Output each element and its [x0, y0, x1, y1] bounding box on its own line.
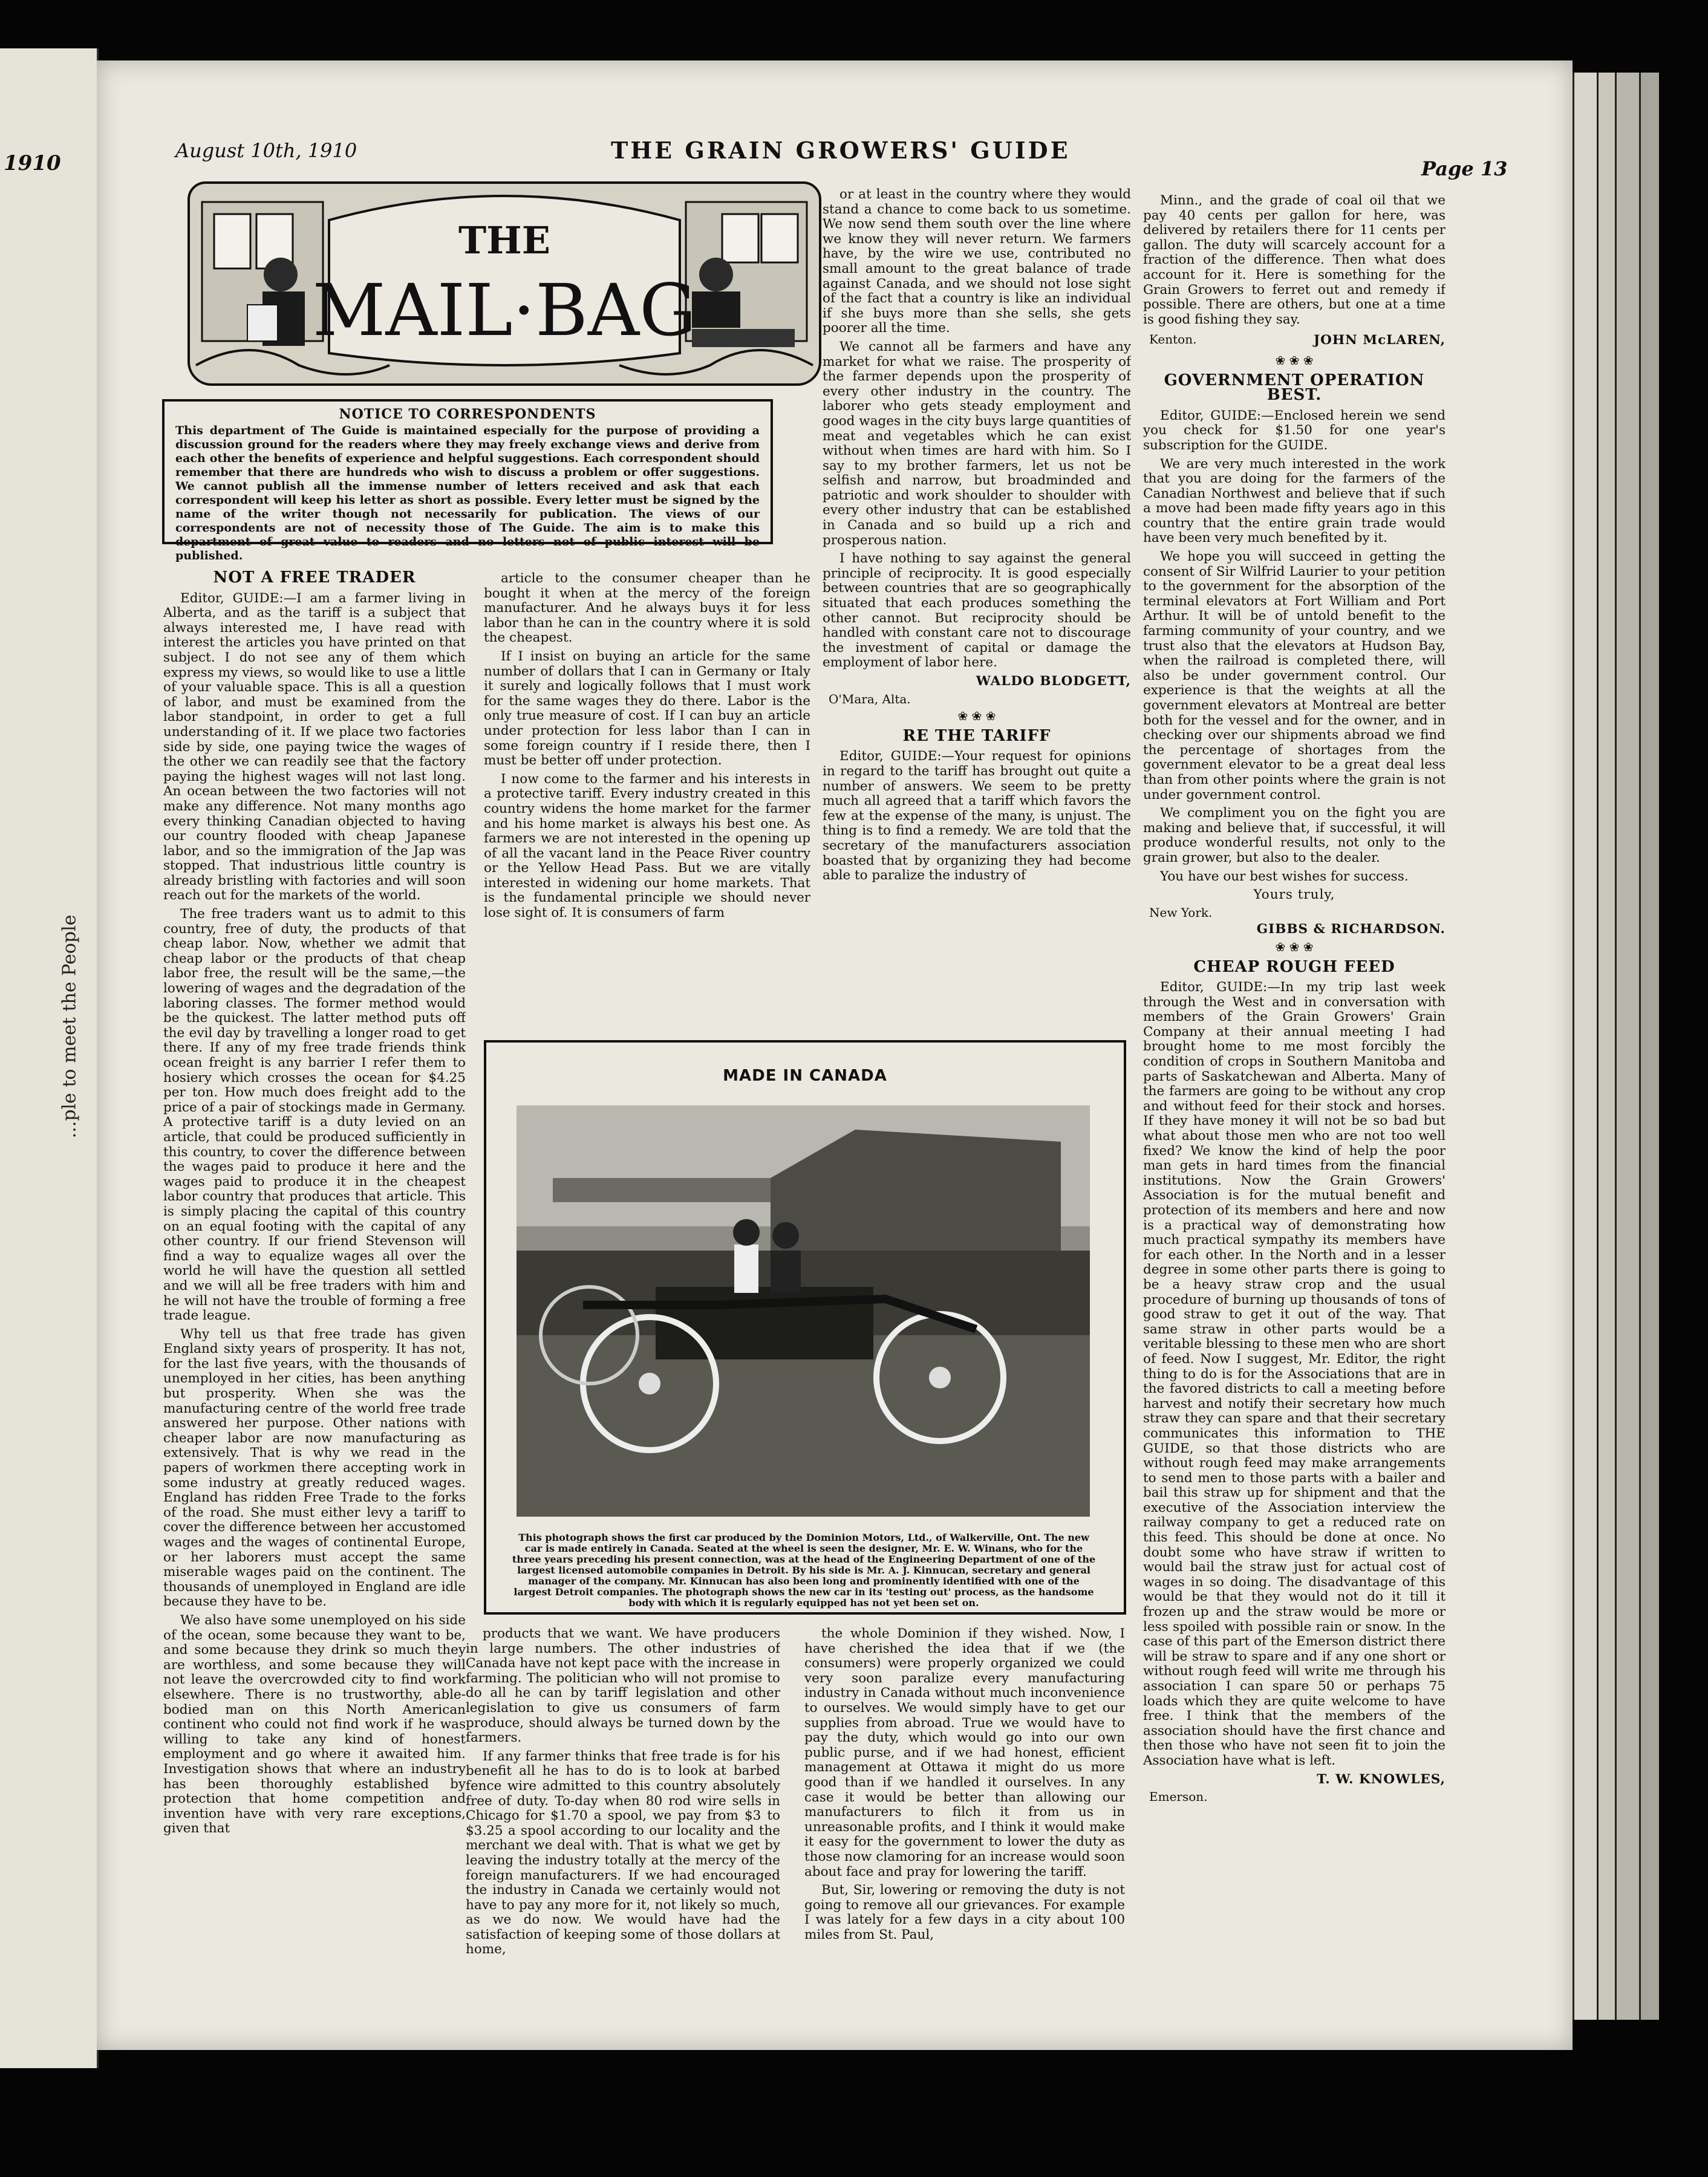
article-heading-re-the-tariff: RE THE TARIFF	[902, 726, 1051, 745]
paragraph: The free traders want us to admit to this country, free of duty, the products of that cheap labor. Now, whether we admit that cheap labor or the products of that cheap labor free, the result will be the same,—the lowering of wages and the degradation of the laboring classes. The former method would be the quickest. The latter method puts off the evil day by travelling a longer road to get there. If any of my free trade friends think ocean freight is any barrier I refer them to hosiery which crosses the ocean for $4.25 per ton. How much does freight add to the price of a pair of stockings made in Germany. A protective tariff is a duty levied on an article, that could be produced sufficiently in this country, to cover the difference between the wages paid to produce it here and the wages paid to produce it in the cheapest labor country that produces that article. This is simply placing the capital of this country on an equal footing with the capital of any other country. If our friend Stevenson will find a way to equalize wages all over the world he will have the question all settled and we will all be free traders with him and he will not have the trouble of forming a free trade league.	[163, 906, 466, 1324]
left-page-vertical-text: ...ple to meet the People	[59, 914, 80, 1139]
paragraph: the whole Dominion if they wished. Now, I have cherished the idea that if we (the consumers) were properly organized we could very soon paralize every manufacturing industry in Canada without much inconvenience to ourselves. We would simply have to get our supplies from abroad. True we would have to pay the duty, which would go into our own public purse, and if we had honest, efficient management at Ottawa it might do us more good than if we handled it ourselves. In any case it would be better than allowing our manufacturers to filch it from us in unreasonable profits, and I think it would make it easy for the government to lower the duty as those now clamoring for an increase would soon about face and pray for lowering the tariff.	[804, 1627, 1125, 1879]
paragraph: article to the consumer cheaper than he bought it when at the mercy of the foreign manufacturer. And he always buys it for less labor than he can in the country where it is sold the cheapest.	[484, 571, 810, 646]
section-divider-stars: ❀ ❀ ❀	[1275, 939, 1314, 954]
place-emerson: Emerson.	[1149, 1789, 1208, 1804]
page-stack-edge	[1597, 73, 1617, 2020]
place-new-york: New York.	[1149, 905, 1213, 920]
paragraph: We cannot all be farmers and have any market for what we raise. The prosperity of the farmer depends upon the prosperity of every other industry in the country. The laborer who gets steady employment and good wages in the city buys large quantities of meat and vegetables which he can exist without when times are hard with him. So I say to my brother farmers, let us not be selfish and narrow, but broadminded and patriotic and work shoulder to shoulder with every other industry that can be established in Canada and so build up a rich and prosperous nation.	[823, 339, 1131, 548]
signature-john-mclaren: JOHN McLAREN,	[1313, 333, 1446, 348]
page-stack-edge	[1573, 73, 1599, 2020]
paragraph: But, Sir, lowering or removing the duty is not going to remove all our grievances. For example I was lately for a few days in a city about 100 miles from St. Paul,	[804, 1883, 1125, 1942]
left-page-year: 1910	[4, 151, 61, 175]
left-page-edge	[0, 48, 99, 2068]
paragraph: We are very much interested in the work that you are doing for the farmers of the Canadian Northwest and believe that if such a move had been made fifty years ago in this country that the entire grain trade would have been very much benefited by it.	[1143, 456, 1446, 546]
paragraph: Editor, GUIDE:—In my trip last week through the West and in conversation with members of the Grain Growers' Grain Company at their annual meeting I had brought home to me most forcibly the condition of crops in Southern Manitoba and parts of Saskatchewan and Alberta. Many of the farmers are going to be without any crop and without feed for their stock and horses. If they have money it will not be so bad but what about those men who are not too well fixed? We know the kind of help the poor man gets in hard times from the financial institutions. Now the Grain Growers' Association is for the mutual benefit and protection of its members and here and now is a practical way of demonstrating how much practical sympathy its members have for each other. In the North and in a lesser degree in some other parts there is going to be a heavy straw crop and the usual procedure of burning up thousands of tons of good straw to get it out of the way. That same straw in other parts would be a veritable blessing to these men who are short of feed. Now I suggest, Mr. Editor, the right thing to do is for the Associations that are in the favored districts to call a meeting before harvest and notify their secretary how much straw they can spare and that their secretary communicates this information to THE GUIDE, so that those districts who are without rough feed may make arrangements to send men to those parts with a bailer and bail this straw up for shipment and that the executive of the Association interview the railway company to get a reduced rate on this feed. This should be done at once. No doubt some who have straw if written to would bail the straw just for actual cost of wages in so doing. The disadvantage of this would be that they would not do it till it frozen up and the straw would be more or less spoiled with possible rain or snow. In the case of this part of the Emerson district there will be straw to spare and if any one short or without rough feed will write me through his association I can spare 50 or perhaps 75 loads which they are quite welcome to have free. I think that the members of the association should have the first chance and then those who have not seen fit to join the Association have what is left.	[1143, 980, 1446, 1768]
place-omara: O'Mara, Alta.	[829, 691, 911, 706]
masthead-illustration	[190, 184, 819, 383]
column-2-top	[484, 571, 810, 1013]
masthead-the: THE	[458, 218, 550, 262]
section-divider-stars: ❀ ❀ ❀	[1275, 353, 1314, 368]
signature-tw-knowles: T. W. KNOWLES,	[1317, 1771, 1446, 1787]
article-heading-government-operation-best: GOVERNMENT OPERATION BEST.	[1164, 371, 1425, 405]
photo-title: MADE IN CANADA	[723, 1067, 887, 1085]
signature-row-mclaren	[1143, 331, 1446, 351]
mail-bag-masthead	[187, 181, 821, 386]
automobile-photo	[517, 1105, 1090, 1517]
made-in-canada-feature	[484, 1040, 1126, 1615]
paragraph: Editor, GUIDE:—Your request for opinions in regard to the tariff has brought out quite a number of answers. We seem to be pretty much all agreed that a tariff which favors the few at the expense of the many, is unjust. The thing is to find a remedy. We are told that the secretary of the manufacturers association boasted that by organizing they had become able to paralize the industry of	[823, 749, 1131, 883]
paragraph: We hope you will succeed in getting the consent of Sir Wilfrid Laurier to your petition to the government for the absorption of the terminal elevators at Fort William and Port Arthur. It will be of untold benefit to the farming community of your country, and we trust also that the elevators at Hudson Bay, when the railroad is completed there, will also be under government control. Our experience is that the weights at all the government elevators at Montreal are better both for the vessel and for the owner, and in checking over our shipments abroad we find the percentage of shortages from the government elevator to be a great deal less than from other points where the grain is not under government control.	[1143, 549, 1446, 802]
place-kenton: Kenton.	[1149, 332, 1197, 347]
column-1	[163, 565, 466, 2035]
header-date: August 10th, 1910	[175, 139, 357, 162]
paragraph: Minn., and the grade of coal oil that we pay 40 cents per gallon for here, was delivered by retailers there for 11 cents per gallon. The duty will scarcely account for a fraction of the difference. Then what does account for it. Here is something for the Grain Growers to ferret out and remedy if possible. There are others, but one at a time is good fishing they say.	[1143, 194, 1446, 327]
paragraph: We compliment you on the fight you are making and believe that, if successful, it will produce wonderful results, not only to the grain grower, but also to the dealer.	[1143, 805, 1446, 865]
column-2-bottom	[466, 1627, 780, 2032]
photo-caption: This photograph shows the first car produced by the Dominion Motors, Ltd., of Walkerville, Ont. The new car is made entirely in Canada. Seated at the wheel is seen the designer, Mr. E. W. Winans, who for the three years preceding his present connection, was at the head of the Engineering Department of one of the largest licensed automobile companies in Detroit. By his side is Mr. A. J. Kinnucan, secretary and general manager of the company. Mr. Kinnucan has also been long and prominently identified with one of the largest Detroit companies. The photograph shows the new car in its 'testing out' process, as the handsome body with which it is regularly equipped has not yet been set on.	[512, 1532, 1096, 1609]
header-title: THE GRAIN GROWERS' GUIDE	[611, 137, 1071, 164]
notice-body: This department of The Guide is maintained especially for the purpose of providing a discussion ground for the readers where they may freely exchange views and derive from each other the benefits of experience and helpful suggestions. Each correspondent should remember that there are hundreds who wish to discuss a problem or offer suggestions. We cannot publish all the immense number of letters received and ask that each correspondent will keep his letter as short as possible. Every letter must be signed by the name of the writer though not necessarily for publication. The views of our correspondents are not of necessity those of The Guide. The aim is to make this department of great value to readers and no letters not of public interest will be published.	[175, 424, 760, 562]
paragraph: You have our best wishes for success.	[1160, 868, 1409, 884]
paragraph: We also have some unemployed on his side of the ocean, some because they want to be, and some because they drink so much they are worthless, and some because they will not leave the overcrowded city to find work elsewhere. There is no trustworthy, able-bodied man on this North American continent who could not find work if he was willing to take any kind of honest employment and go where it awaited him. Investigation shows that where an industry has been thoroughly established by protection that home competition and invention have with very rare exceptions, given that	[163, 1612, 466, 1837]
paragraph: or at least in the country where they would stand a chance to come back to us sometime. We now send them south over the line where we know they will never return. We farmers have, by the wire we use, contributed no small amount to the great balance of trade against Canada, and we should not lose sight of the fact that a country is like an individual if she buys more than she sells, she gets poorer all the time.	[823, 187, 1131, 336]
signature-gibbs-richardson: GIBBS & RICHARDSON.	[1256, 922, 1446, 937]
notice-title: NOTICE TO CORRESPONDENTS	[339, 406, 596, 422]
column-3-bottom	[804, 1627, 1125, 2032]
car-illustration	[517, 1105, 1090, 1517]
article-heading-not-a-free-trader: NOT A FREE TRADER	[213, 568, 416, 587]
column-3-top	[823, 187, 1131, 1022]
paragraph: Editor, GUIDE:—I am a farmer living in Alberta, and as the tariff is a subject that always interested me, I have read with interest the articles you have printed on that subject. I do not see any of them which express my views, so would like to use a little of your valuable space. This is all a question of labor, and must be examined from the labor standpoint, in order to get a full understanding of it. If we place two factories side by side, one paying twice the wages of the other we can readily see that the factory paying the highest wages will not last long. An ocean between the two factories will not make any difference. Not many months ago every thinking Canadian objected to having our country flooded with cheap Japanese labor, and so the immigration of the Jap was stopped. That industrious little country is already bristling with factories and will soon reach out for the markets of the world.	[163, 590, 466, 903]
paragraph: I now come to the farmer and his interests in a protective tariff. Every industry created in this country widens the home market for the farmer and his home market is always his best one. As farmers we are not interested in the opening up of all the vacant land in the Peace River country or the Yellow Head Pass. But we are vitally interested in widening our home markets. That is the fundamental principle we should never lose sight of. It is consumers of farm	[484, 771, 810, 921]
paragraph: Editor, GUIDE:—Enclosed herein we send you check for $1.50 for one year's subscription for the GUIDE.	[1143, 408, 1446, 453]
column-4	[1143, 194, 1446, 2044]
paragraph: Why tell us that free trade has given England sixty years of prosperity. It has not, for the last five years, with the thousands of unemployed in her cities, has been anything but prosperity. When she was the manufacturing centre of the world free trade answered her purpose. Other nations with cheaper labor are now manufacturing as extensively. That is why we read in the papers of workmen there accepting work in some industry at greatly reduced wages. England has ridden Free Trade to the forks of the road. She must either levy a tariff to cover the difference between her accustomed wages and the wages of continental Europe, or her laborers must accept the same miserable wages paid on the continent. The thousands of unemployed in England are idle because they have to be.	[163, 1326, 466, 1610]
article-heading-cheap-rough-feed: CHEAP ROUGH FEED	[1193, 957, 1395, 976]
paragraph: If I insist on buying an article for the same number of dollars that I can in Germany or Italy it surely and logically follows that I must work for the same wages they do there. Labor is the only true measure of cost. If I can buy an article under protection for less labor than I can in some foreign country if I reside there, then I must be better off under protection.	[484, 648, 810, 769]
notice-to-correspondents	[162, 399, 773, 562]
section-divider-stars: ❀ ❀ ❀	[957, 709, 996, 724]
page-stack-edge	[1639, 73, 1659, 2020]
signature-waldo-blodgett: WALDO BLODGETT,	[976, 674, 1131, 689]
paragraph: I have nothing to say against the general principle of reciprocity. It is good especially between countries that are so geographically situated that each produces something the other cannot. But reciprocity should be handled with constant care not to discourage the investment of capital or damage the employment of labor here.	[823, 551, 1131, 671]
closing-yours-truly: Yours truly,	[1253, 887, 1335, 903]
masthead-mailbag: MAIL·BAG	[312, 268, 697, 352]
header-page-number: Page 13	[1421, 157, 1508, 180]
paragraph: If any farmer thinks that free trade is for his benefit all he has to do is to look at barbed fence wire admitted to this country absolutely free of duty. To-day when 80 rod wire sells in Chicago for $1.70 a spool, we pay from $3 to $3.25 a spool according to our locality and the merchant we deal with. That is what we get by leaving the industry totally at the mercy of the foreign manufacturers. If we had encouraged the industry in Canada we certainly would not have to pay any more for it, not likely so much, as we do now. We would have had the satisfaction of keeping some of those dollars at home,	[466, 1748, 780, 1957]
paragraph: products that we want. We have producers in large numbers. The other industries of Canada have not kept pace with the increase in farming. The politician who will not promise to do all he can by tariff legislation and other legislation to give us consumers of farm produce, should always be turned down by the farmers.	[466, 1627, 780, 1746]
page-stack-edge	[1615, 73, 1641, 2020]
